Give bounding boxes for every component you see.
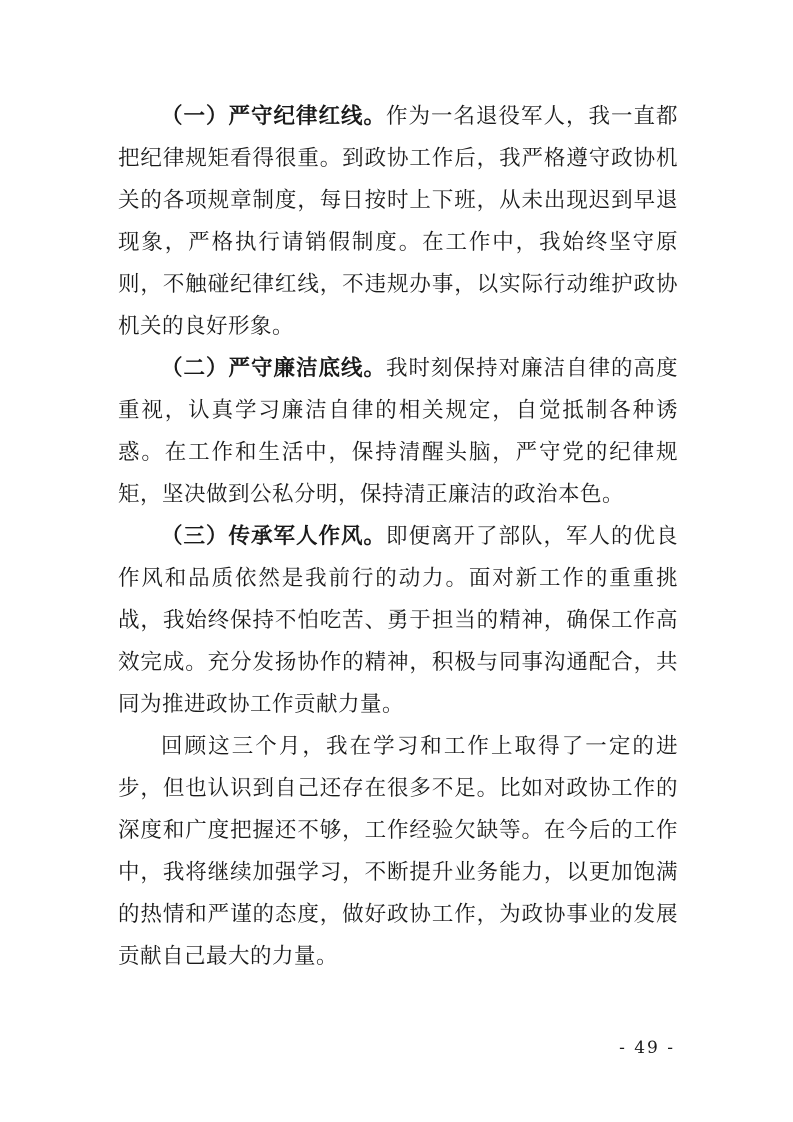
paragraph-review [118, 726, 678, 978]
paragraph-text: 我时刻保持对廉洁自律的高度重视，认真学习廉洁自律的相关规定，自觉抵制各种诱惑。在工作和生活中，保持清醒头脑，严守党的纪律规矩，坚决做到公私分明，保持清正廉洁的政治本色。 [118, 356, 678, 507]
paragraph-text: 回顾这三个月，我在学习和工作上取得了一定的进步，但也认识到自己还存在很多不足。比如对政协工作的深度和广度把握还不够，工作经验欠缺等。在今后的工作中，我将继续加强学习，不断提升业务能力，以更加饱满的热情和严谨的态度，做好政协工作，为政协事业的发展贡献自己最大的力量。 [118, 734, 678, 969]
paragraph-heading: （二）严守廉洁底线。 [161, 356, 386, 381]
paragraph-heading: （一）严守纪律红线。 [161, 104, 386, 129]
paragraph-text: 作为一名退役军人，我一直都把纪律规矩看得很重。到政协工作后，我严格遵守政协机关的各项规章制度，每日按时上下班，从未出现迟到早退现象，严格执行请销假制度。在工作中，我始终坚守原则，不触碰纪律红线，不违规办事，以实际行动维护政协机关的良好形象。 [118, 104, 678, 339]
paragraph-heading: （三）传承军人作风。 [161, 524, 386, 549]
paragraph-text: 即便离开了部队，军人的优良作风和品质依然是我前行的动力。面对新工作的重重挑战，我始终保持不怕吃苦、勇于担当的精神，确保工作高效完成。充分发扬协作的精神，积极与同事沟通配合，共同为推进政协工作贡献力量。 [118, 524, 678, 717]
paragraph-integrity [118, 348, 678, 516]
page-number: - 49 - [619, 1038, 675, 1058]
paragraph-discipline [118, 96, 678, 348]
paragraph-military-style [118, 516, 678, 726]
document-body [118, 96, 678, 978]
